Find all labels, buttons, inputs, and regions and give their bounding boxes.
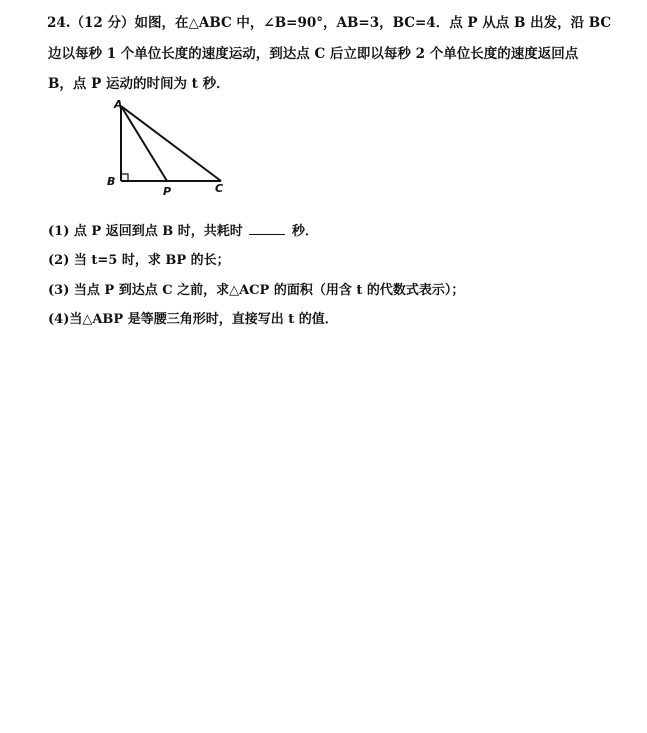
segment-ac (121, 106, 221, 181)
problem-line-3: B，点 P 运动的时间为 t 秒． (48, 76, 230, 92)
question-4: (4)当△ABP 是等腰三角形时，直接写出 t 的值． (48, 312, 338, 327)
label-b: B (107, 175, 116, 188)
segment-ap (121, 106, 167, 181)
right-angle-mark (121, 174, 128, 181)
triangle-figure (100, 96, 240, 200)
problem-line-2: 边以每秒 1 个单位长度的速度运动，到达点 C 后立即以每秒 2 个单位长度的速度返回点 (48, 46, 579, 62)
question-3: (3) 当点 P 到达点 C 之前，求△ACP 的面积（用含 t 的代数式表示）； (48, 283, 465, 298)
question-1 (48, 222, 318, 241)
label-a: A (114, 98, 123, 111)
problem-line-1: 24.（12 分）如图，在△ABC 中，∠B=90°，AB=3，BC=4．点 P 从点 B 出发，沿 BC (47, 15, 612, 31)
label-p: P (163, 185, 172, 198)
question-1-prefix: (1) 点 P 返回到点 B 时，共耗时 (48, 224, 243, 239)
question-2: (2) 当 t=5 时，求 BP 的长； (48, 253, 230, 268)
answer-blank (249, 222, 285, 235)
question-1-suffix: 秒． (291, 224, 318, 239)
label-c: C (215, 182, 224, 195)
